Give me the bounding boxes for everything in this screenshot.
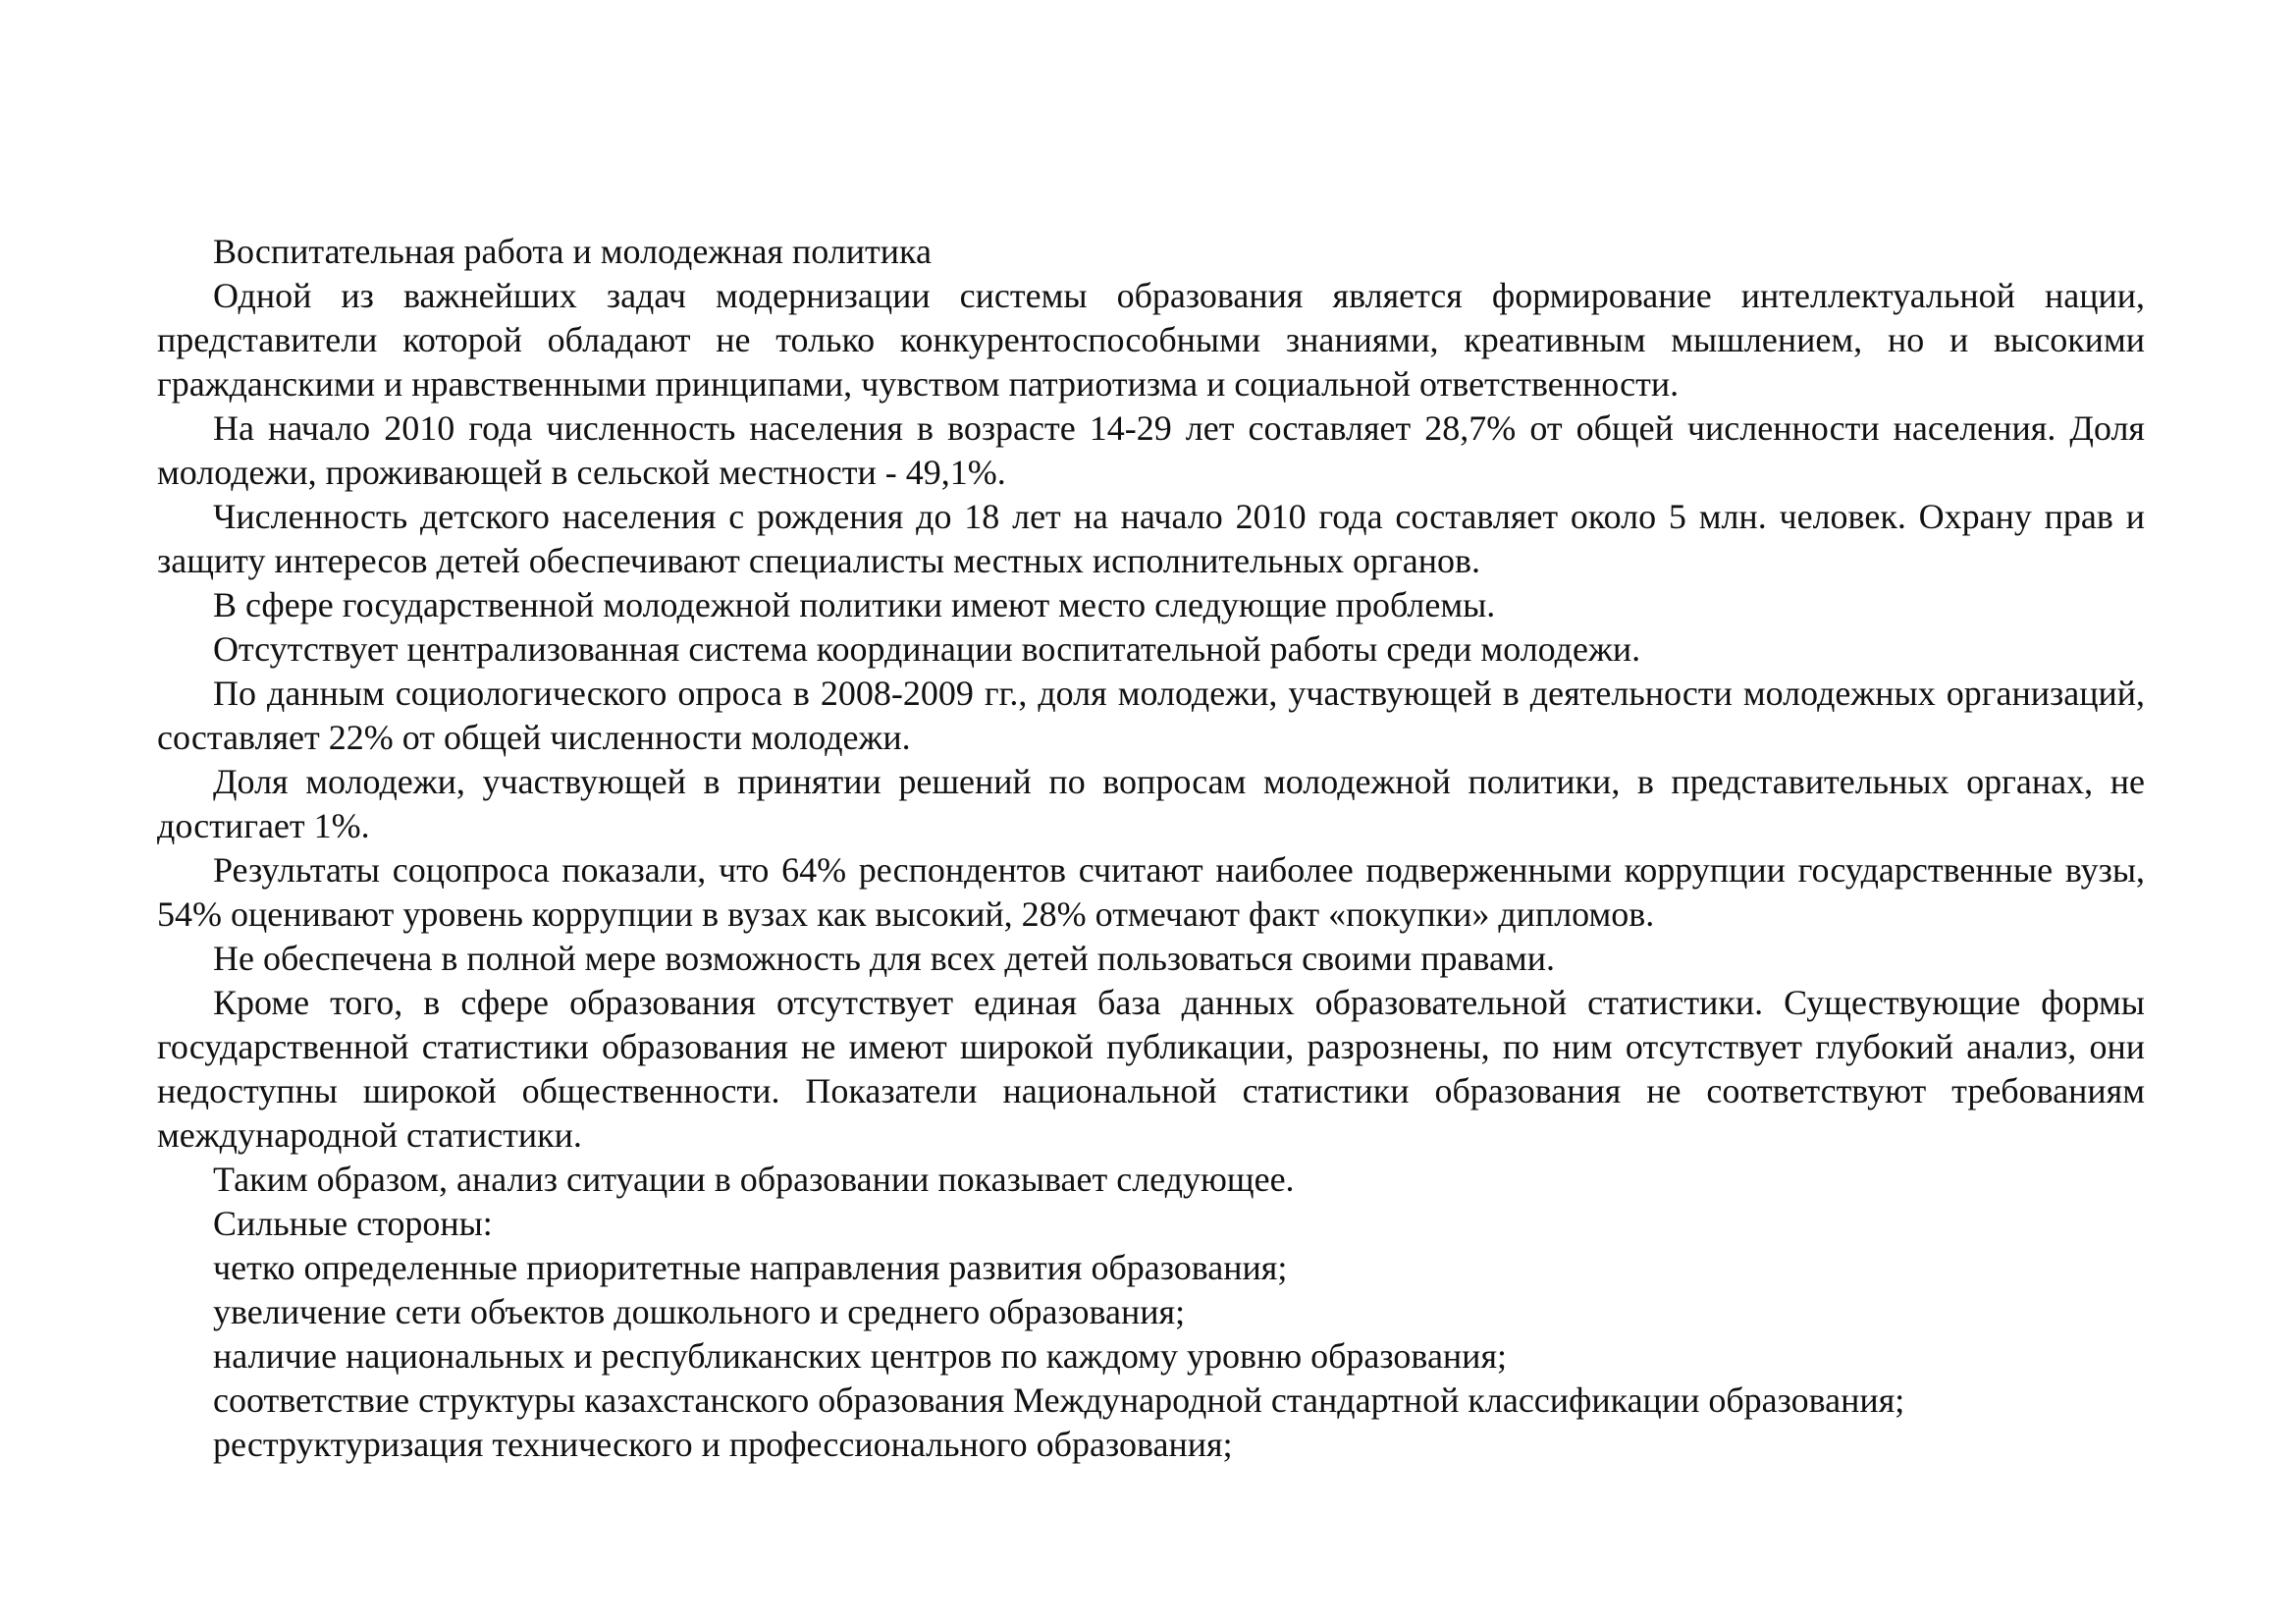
strength-item: наличие национальных и республиканских центров по каждому уровню образования; [213, 1336, 1508, 1376]
strength-item: четко определенные приоритетные направления развития образования; [213, 1248, 1288, 1287]
strength-item: реструктуризация технического и профессионального образования; [213, 1425, 1233, 1464]
paragraph-child-population: Численность детского населения с рождения до 18 лет на начало 2010 года составляет около 5 млн. человек. Охрану прав и защиту интересов детей обеспечивают специалисты местных исполнительных органов. [157, 497, 2145, 580]
paragraph-survey-participation: По данным социологического опроса в 2008-2009 гг., доля молодежи, участвующей в деятельности молодежных организаций, составляет 22% от общей численности молодежи. [157, 674, 2145, 757]
strength-item: увеличение сети объектов дошкольного и среднего образования; [213, 1292, 1186, 1331]
paragraph-modernization: Одной из важнейших задач модернизации системы образования является формирование интеллектуальной нации, представители которой обладают не только конкурентоспособными знаниями, креативным мышлением, но и высокими гражданскими и нравственными принципами, чувством патриотизма и социальной ответственности. [157, 276, 2145, 404]
paragraph-corruption-survey: Результаты соцопроса показали, что 64% респондентов считают наиболее подверженными коррупции государственные вузы, 54% оценивают уровень коррупции в вузах как высокий, 28% отмечают факт «покупки» дипломов. [157, 850, 2145, 934]
paragraph-statistics: Кроме того, в сфере образования отсутствует единая база данных образовательной статистики. Существующие формы государственной статистики образования не имеют широкой публикации, разрознены, по ним отсутствует глубокий анализ, они недоступны широкой общественности. Показатели национальной статистики образования не соответствуют требованиям международной статистики. [157, 983, 2145, 1155]
paragraph-children-rights: Не обеспечена в полной мере возможность для всех детей пользоваться своими правами. [213, 939, 1555, 978]
paragraph-analysis-intro: Таким образом, анализ ситуации в образовании показывает следующее. [213, 1160, 1295, 1199]
paragraph-youth-population: На начало 2010 года численность населения в возрасте 14-29 лет составляет 28,7% от общей численности населения. Доля молодежи, проживающей в сельской местности - 49,1%. [157, 408, 2145, 492]
section-heading: Воспитательная работа и молодежная политика [213, 232, 932, 271]
paragraph-no-coordination: Отсутствует централизованная система координации воспитательной работы среди молодежи. [213, 629, 1641, 669]
paragraph-strengths-heading: Сильные стороны: [213, 1204, 493, 1243]
strength-item: соответствие структуры казахстанского образования Международной стандартной классификации образования; [213, 1380, 1905, 1420]
paragraph-problems-intro: В сфере государственной молодежной политики имеют место следующие проблемы. [213, 585, 1496, 624]
paragraph-decision-participation: Доля молодежи, участвующей в принятии решений по вопросам молодежной политики, в представительных органах, не достигает 1%. [157, 762, 2145, 845]
document-page [157, 230, 2145, 1467]
